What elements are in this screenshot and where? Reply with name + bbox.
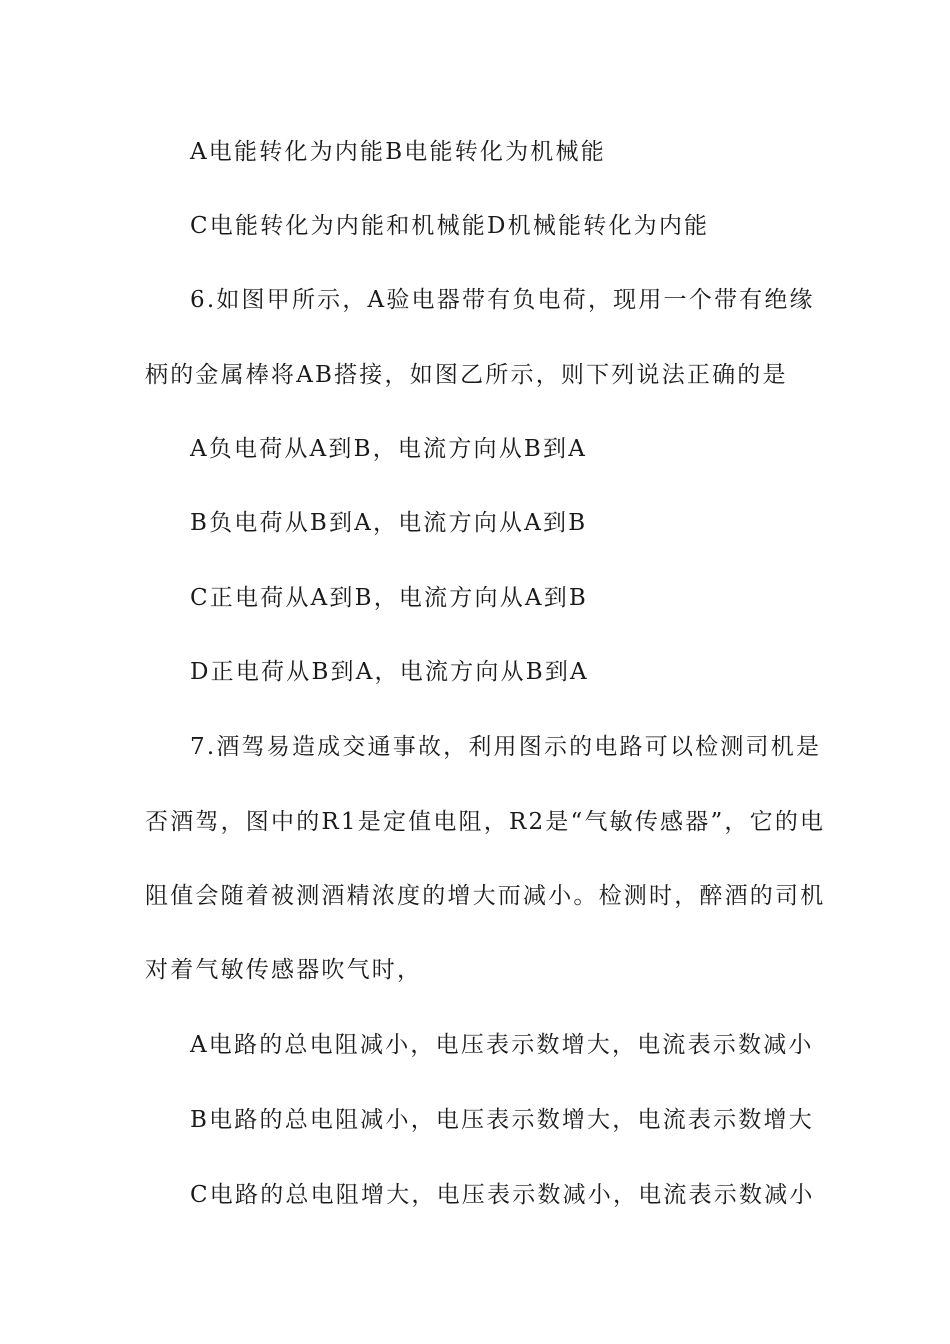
q6-stem-line-2: 柄的金属棒将AB搭接，如图乙所示，则下列说法正确的是 [145, 362, 788, 388]
q7-option-b: B电路的总电阻减小，电压表示数增大，电流表示数增大 [190, 1107, 814, 1133]
q6-option-b: B负电荷从B到A，电流方向从A到B [190, 510, 588, 536]
q7-option-a: A电路的总电阻减小，电压表示数增大，电流表示数减小 [190, 1032, 814, 1058]
q7-option-c: C电路的总电阻增大，电压表示数减小，电流表示数减小 [190, 1182, 815, 1208]
q7-stem-line-3: 阻值会随着被测酒精浓度的增大而减小。检测时，醉酒的司机 [145, 883, 826, 909]
q6-stem-line-1: 6.如图甲所示，A验电器带有负电荷，现用一个带有绝缘 [190, 287, 815, 313]
q5-options-line-2: C电能转化为内能和机械能D机械能转化为内能 [190, 213, 710, 239]
q7-stem-line-2: 否酒驾，图中的R1是定值电阻，R2是“气敏传感器”，它的电 [145, 809, 826, 835]
q6-option-a: A负电荷从A到B，电流方向从B到A [190, 436, 588, 462]
q6-option-d: D正电荷从B到A，电流方向从B到A [190, 659, 589, 685]
q7-stem-line-1: 7.酒驾易造成交通事故，利用图示的电路可以检测司机是 [190, 734, 822, 760]
q5-options-line-1: A电能转化为内能B电能转化为机械能 [190, 139, 606, 165]
q6-option-c: C正电荷从A到B，电流方向从A到B [190, 585, 589, 611]
q7-stem-line-4: 对着气敏传感器吹气时， [145, 957, 423, 983]
